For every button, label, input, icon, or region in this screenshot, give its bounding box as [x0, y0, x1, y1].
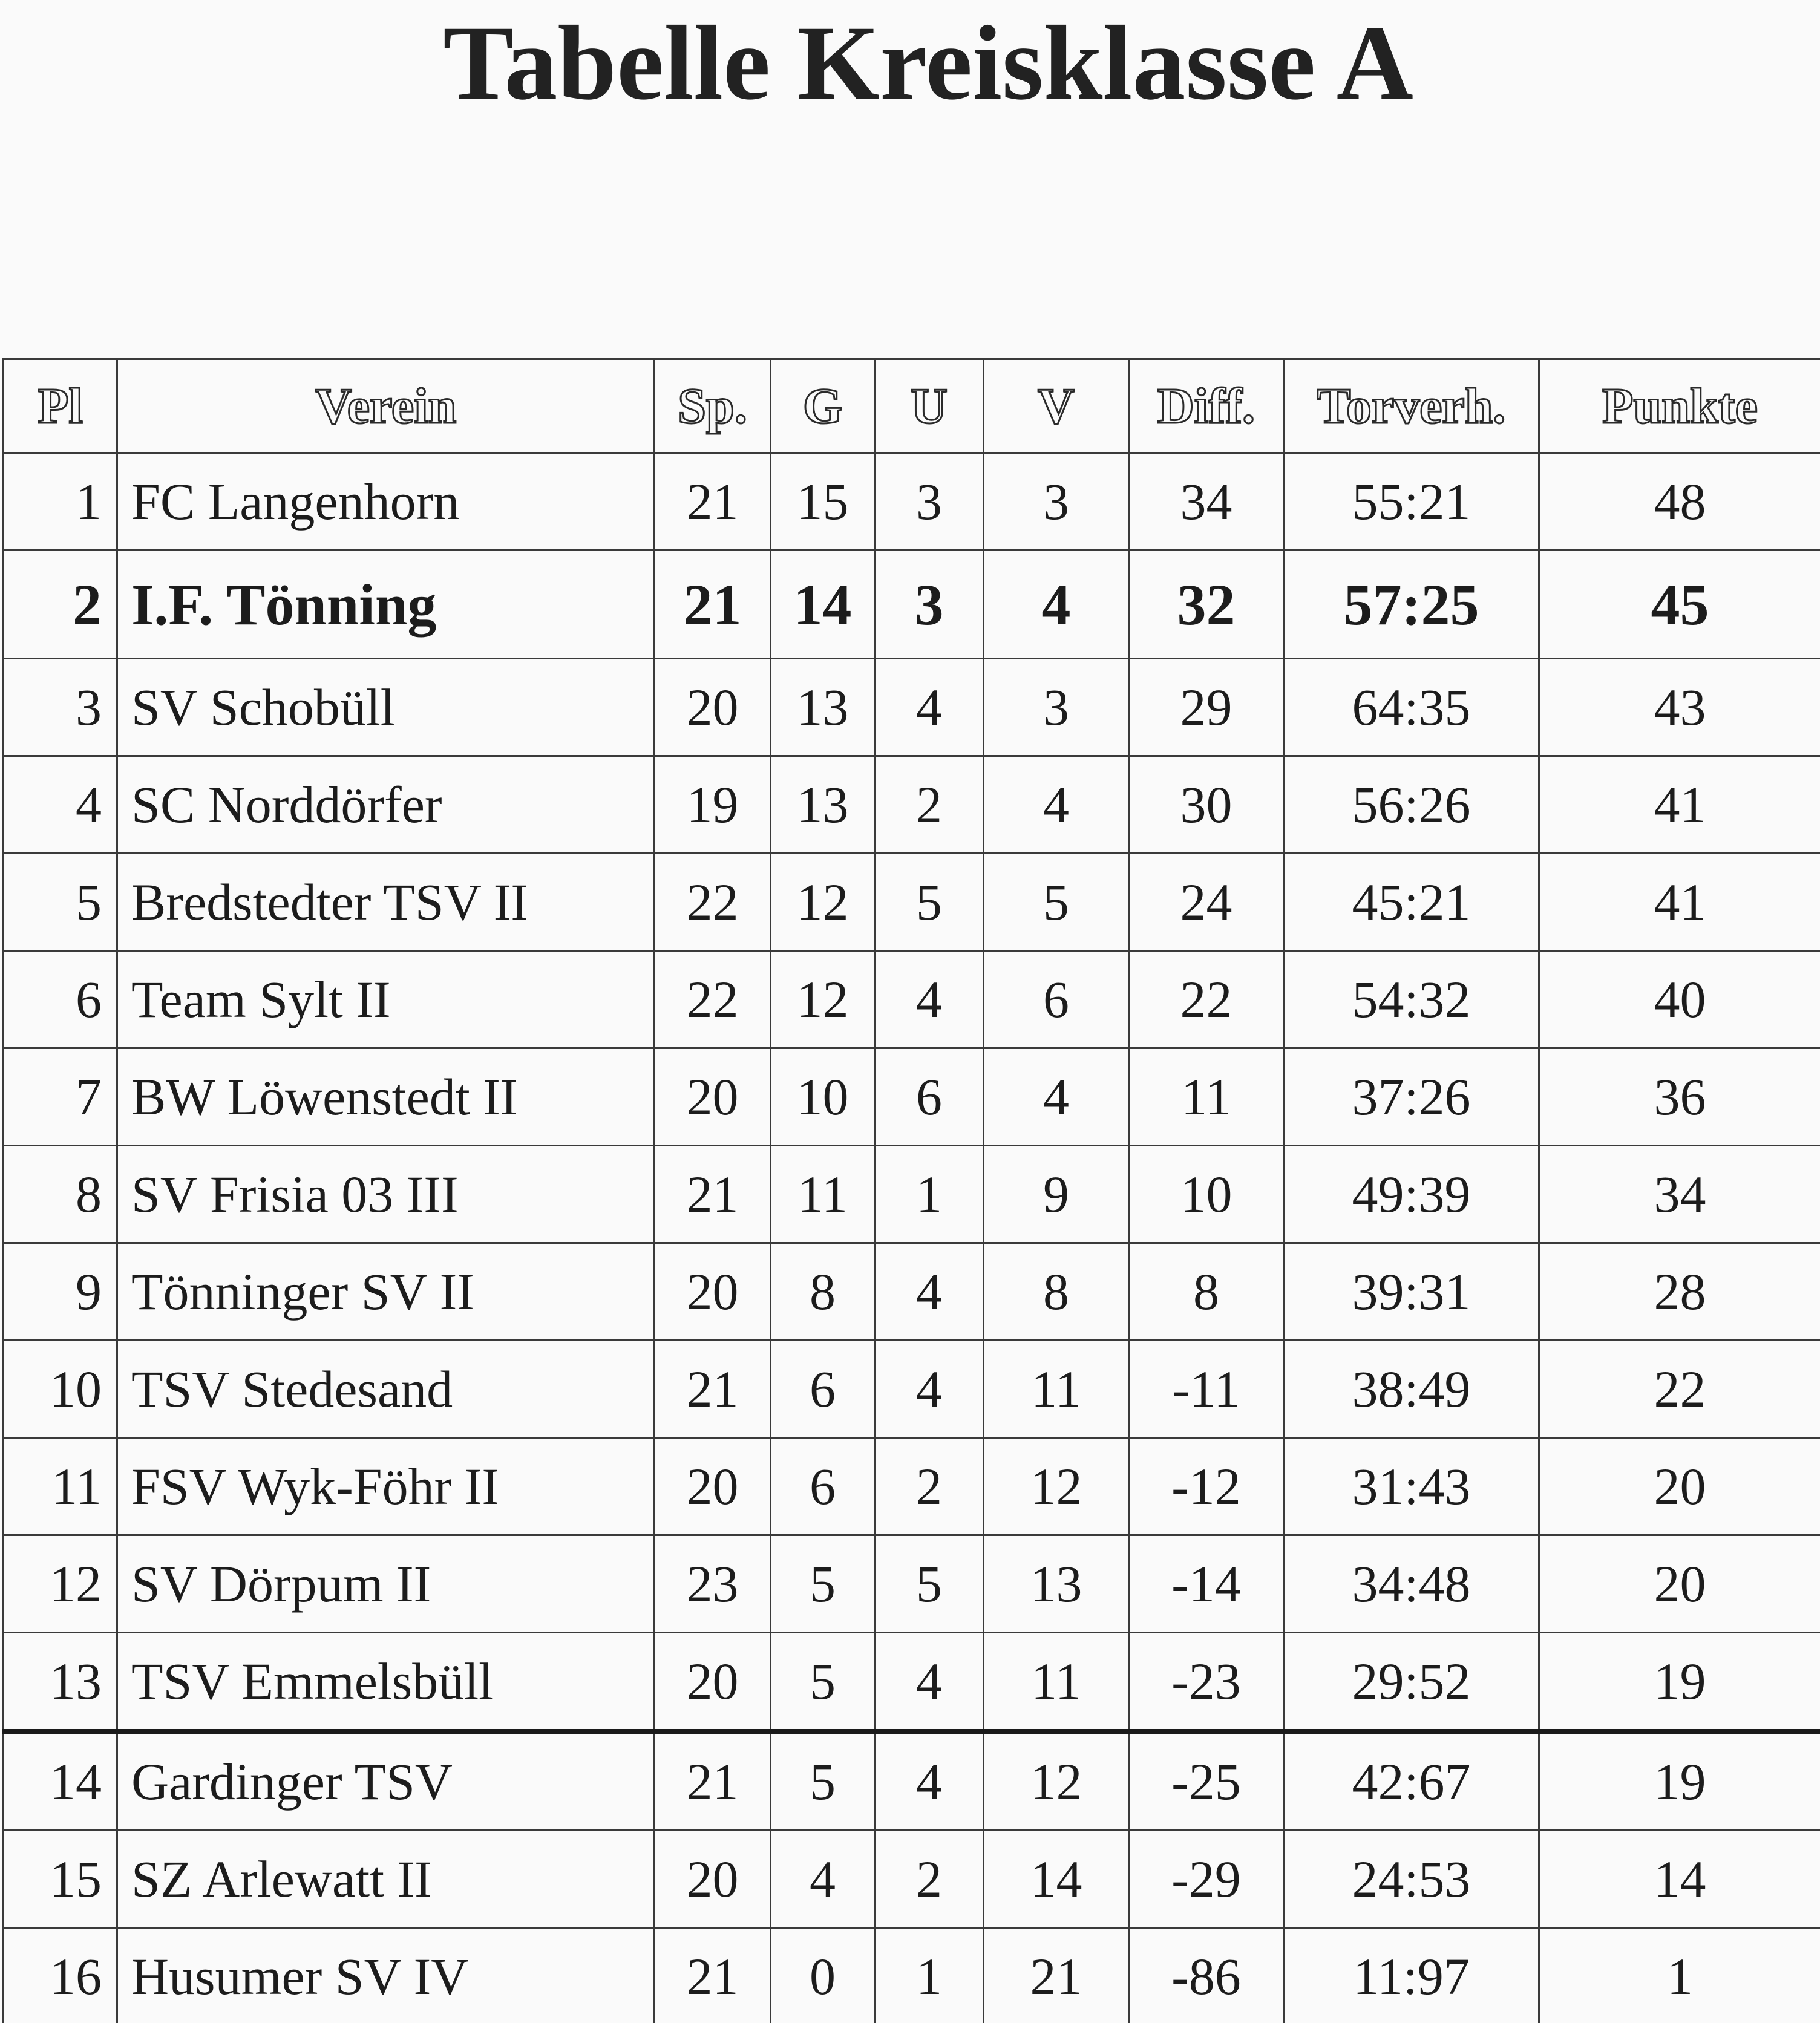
cell-punkte: 20: [1539, 1438, 1820, 1535]
cell-diff: -12: [1129, 1438, 1284, 1535]
cell-sp: 21: [655, 1341, 771, 1438]
cell-u: 1: [875, 1928, 984, 2023]
cell-pl: 5: [4, 854, 117, 951]
table-row: [4, 1633, 1820, 1732]
cell-g: 14: [771, 551, 875, 659]
cell-pl: 10: [4, 1341, 117, 1438]
cell-v: 21: [984, 1928, 1129, 2023]
cell-verein: Team Sylt II: [117, 951, 655, 1048]
cell-g: 13: [771, 756, 875, 854]
cell-sp: 19: [655, 756, 771, 854]
cell-pl: 9: [4, 1243, 117, 1341]
cell-verein: TSV Stedesand: [117, 1341, 655, 1438]
cell-v: 4: [984, 551, 1129, 659]
cell-g: 4: [771, 1831, 875, 1928]
cell-verein: SZ Arlewatt II: [117, 1831, 655, 1928]
cell-verein: SV Frisia 03 III: [117, 1146, 655, 1243]
cell-sp: 20: [655, 1048, 771, 1146]
cell-diff: 29: [1129, 659, 1284, 756]
cell-g: 10: [771, 1048, 875, 1146]
cell-v: 3: [984, 659, 1129, 756]
cell-verein: Tönninger SV II: [117, 1243, 655, 1341]
cell-u: 4: [875, 1731, 984, 1831]
cell-g: 0: [771, 1928, 875, 2023]
cell-u: 3: [875, 453, 984, 551]
cell-pl: 2: [4, 551, 117, 659]
cell-v: 5: [984, 854, 1129, 951]
cell-u: 5: [875, 1535, 984, 1633]
cell-diff: -29: [1129, 1831, 1284, 1928]
cell-pl: 13: [4, 1633, 117, 1732]
cell-diff: 30: [1129, 756, 1284, 854]
cell-u: 1: [875, 1146, 984, 1243]
cell-pl: 6: [4, 951, 117, 1048]
cell-u: 2: [875, 1831, 984, 1928]
cell-sp: 21: [655, 453, 771, 551]
cell-verein: Bredstedter TSV II: [117, 854, 655, 951]
cell-diff: -14: [1129, 1535, 1284, 1633]
header-pl: Pl: [4, 359, 117, 453]
header-torverh: Torverh.: [1284, 359, 1539, 453]
cell-punkte: 19: [1539, 1731, 1820, 1831]
table-row: [4, 1928, 1820, 2023]
cell-punkte: 41: [1539, 854, 1820, 951]
cell-sp: 20: [655, 659, 771, 756]
header-row: [4, 359, 1820, 453]
cell-pl: 16: [4, 1928, 117, 2023]
cell-diff: 11: [1129, 1048, 1284, 1146]
header-diff: Diff.: [1129, 359, 1284, 453]
table-row: [4, 1146, 1820, 1243]
cell-u: 2: [875, 1438, 984, 1535]
cell-diff: 8: [1129, 1243, 1284, 1341]
cell-diff: 22: [1129, 951, 1284, 1048]
cell-pl: 8: [4, 1146, 117, 1243]
cell-v: 12: [984, 1731, 1129, 1831]
cell-v: 8: [984, 1243, 1129, 1341]
cell-punkte: 20: [1539, 1535, 1820, 1633]
cell-torverh: 24:53: [1284, 1831, 1539, 1928]
cell-g: 12: [771, 951, 875, 1048]
table-row: [4, 453, 1820, 551]
cell-sp: 21: [655, 1731, 771, 1831]
cell-v: 4: [984, 1048, 1129, 1146]
cell-pl: 3: [4, 659, 117, 756]
cell-u: 4: [875, 1633, 984, 1732]
cell-torverh: 37:26: [1284, 1048, 1539, 1146]
cell-v: 11: [984, 1633, 1129, 1732]
cell-torverh: 57:25: [1284, 551, 1539, 659]
cell-torverh: 31:43: [1284, 1438, 1539, 1535]
cell-punkte: 40: [1539, 951, 1820, 1048]
cell-torverh: 45:21: [1284, 854, 1539, 951]
cell-torverh: 29:52: [1284, 1633, 1539, 1732]
cell-torverh: 42:67: [1284, 1731, 1539, 1831]
cell-pl: 14: [4, 1731, 117, 1831]
table-row: [4, 1731, 1820, 1831]
cell-u: 6: [875, 1048, 984, 1146]
cell-v: 13: [984, 1535, 1129, 1633]
table-row: [4, 1341, 1820, 1438]
standings-table: [2, 358, 1820, 2023]
cell-g: 5: [771, 1633, 875, 1732]
header-sp: Sp.: [655, 359, 771, 453]
cell-sp: 21: [655, 551, 771, 659]
cell-verein: Gardinger TSV: [117, 1731, 655, 1831]
cell-sp: 21: [655, 1928, 771, 2023]
standings-table-container: [2, 358, 1820, 2023]
cell-pl: 1: [4, 453, 117, 551]
cell-torverh: 55:21: [1284, 453, 1539, 551]
cell-punkte: 14: [1539, 1831, 1820, 1928]
cell-g: 5: [771, 1535, 875, 1633]
cell-g: 11: [771, 1146, 875, 1243]
cell-torverh: 54:32: [1284, 951, 1539, 1048]
cell-pl: 4: [4, 756, 117, 854]
table-row: [4, 951, 1820, 1048]
cell-g: 12: [771, 854, 875, 951]
cell-punkte: 43: [1539, 659, 1820, 756]
cell-verein: FC Langenhorn: [117, 453, 655, 551]
cell-punkte: 1: [1539, 1928, 1820, 2023]
cell-torverh: 56:26: [1284, 756, 1539, 854]
table-row: [4, 1243, 1820, 1341]
cell-pl: 11: [4, 1438, 117, 1535]
cell-pl: 7: [4, 1048, 117, 1146]
cell-g: 6: [771, 1438, 875, 1535]
cell-torverh: 49:39: [1284, 1146, 1539, 1243]
cell-torverh: 39:31: [1284, 1243, 1539, 1341]
header-u: U: [875, 359, 984, 453]
cell-g: 13: [771, 659, 875, 756]
header-v: V: [984, 359, 1129, 453]
cell-v: 11: [984, 1341, 1129, 1438]
table-row: [4, 756, 1820, 854]
cell-pl: 12: [4, 1535, 117, 1633]
cell-diff: -25: [1129, 1731, 1284, 1831]
cell-torverh: 64:35: [1284, 659, 1539, 756]
cell-verein: I.F. Tönning: [117, 551, 655, 659]
cell-sp: 22: [655, 951, 771, 1048]
cell-v: 3: [984, 453, 1129, 551]
cell-u: 2: [875, 756, 984, 854]
cell-diff: 32: [1129, 551, 1284, 659]
table-row: [4, 1831, 1820, 1928]
cell-v: 12: [984, 1438, 1129, 1535]
header-punkte: Punkte: [1539, 359, 1820, 453]
cell-verein: SV Dörpum II: [117, 1535, 655, 1633]
cell-punkte: 22: [1539, 1341, 1820, 1438]
table-row: [4, 551, 1820, 659]
table-row: [4, 1535, 1820, 1633]
cell-diff: -11: [1129, 1341, 1284, 1438]
cell-diff: 24: [1129, 854, 1284, 951]
cell-sp: 20: [655, 1438, 771, 1535]
table-row: [4, 854, 1820, 951]
cell-diff: 10: [1129, 1146, 1284, 1243]
table-row: [4, 1438, 1820, 1535]
cell-verein: SV Schobüll: [117, 659, 655, 756]
cell-punkte: 41: [1539, 756, 1820, 854]
cell-verein: SC Norddörfer: [117, 756, 655, 854]
standings-body: [4, 453, 1820, 2023]
header-verein: Verein: [117, 359, 655, 453]
cell-torverh: 34:48: [1284, 1535, 1539, 1633]
cell-u: 4: [875, 951, 984, 1048]
cell-u: 4: [875, 659, 984, 756]
cell-diff: -23: [1129, 1633, 1284, 1732]
cell-v: 6: [984, 951, 1129, 1048]
cell-v: 14: [984, 1831, 1129, 1928]
cell-g: 15: [771, 453, 875, 551]
cell-sp: 23: [655, 1535, 771, 1633]
cell-verein: FSV Wyk-Föhr II: [117, 1438, 655, 1535]
cell-sp: 20: [655, 1831, 771, 1928]
cell-torverh: 38:49: [1284, 1341, 1539, 1438]
cell-punkte: 28: [1539, 1243, 1820, 1341]
cell-verein: Husumer SV IV: [117, 1928, 655, 2023]
cell-punkte: 45: [1539, 551, 1820, 659]
cell-u: 3: [875, 551, 984, 659]
cell-punkte: 19: [1539, 1633, 1820, 1732]
cell-torverh: 11:97: [1284, 1928, 1539, 2023]
cell-u: 4: [875, 1341, 984, 1438]
cell-punkte: 48: [1539, 453, 1820, 551]
cell-sp: 20: [655, 1243, 771, 1341]
cell-verein: TSV Emmelsbüll: [117, 1633, 655, 1732]
table-row: [4, 1048, 1820, 1146]
cell-v: 4: [984, 756, 1129, 854]
cell-sp: 20: [655, 1633, 771, 1732]
cell-verein: BW Löwenstedt II: [117, 1048, 655, 1146]
cell-sp: 22: [655, 854, 771, 951]
cell-g: 5: [771, 1731, 875, 1831]
cell-diff: 34: [1129, 453, 1284, 551]
cell-diff: -86: [1129, 1928, 1284, 2023]
cell-sp: 21: [655, 1146, 771, 1243]
cell-g: 8: [771, 1243, 875, 1341]
cell-u: 5: [875, 854, 984, 951]
cell-v: 9: [984, 1146, 1129, 1243]
cell-u: 4: [875, 1243, 984, 1341]
page-title: Tabelle Kreisklasse A: [443, 4, 1413, 122]
cell-g: 6: [771, 1341, 875, 1438]
cell-pl: 15: [4, 1831, 117, 1928]
cell-punkte: 36: [1539, 1048, 1820, 1146]
header-g: G: [771, 359, 875, 453]
table-row: [4, 659, 1820, 756]
cell-punkte: 34: [1539, 1146, 1820, 1243]
